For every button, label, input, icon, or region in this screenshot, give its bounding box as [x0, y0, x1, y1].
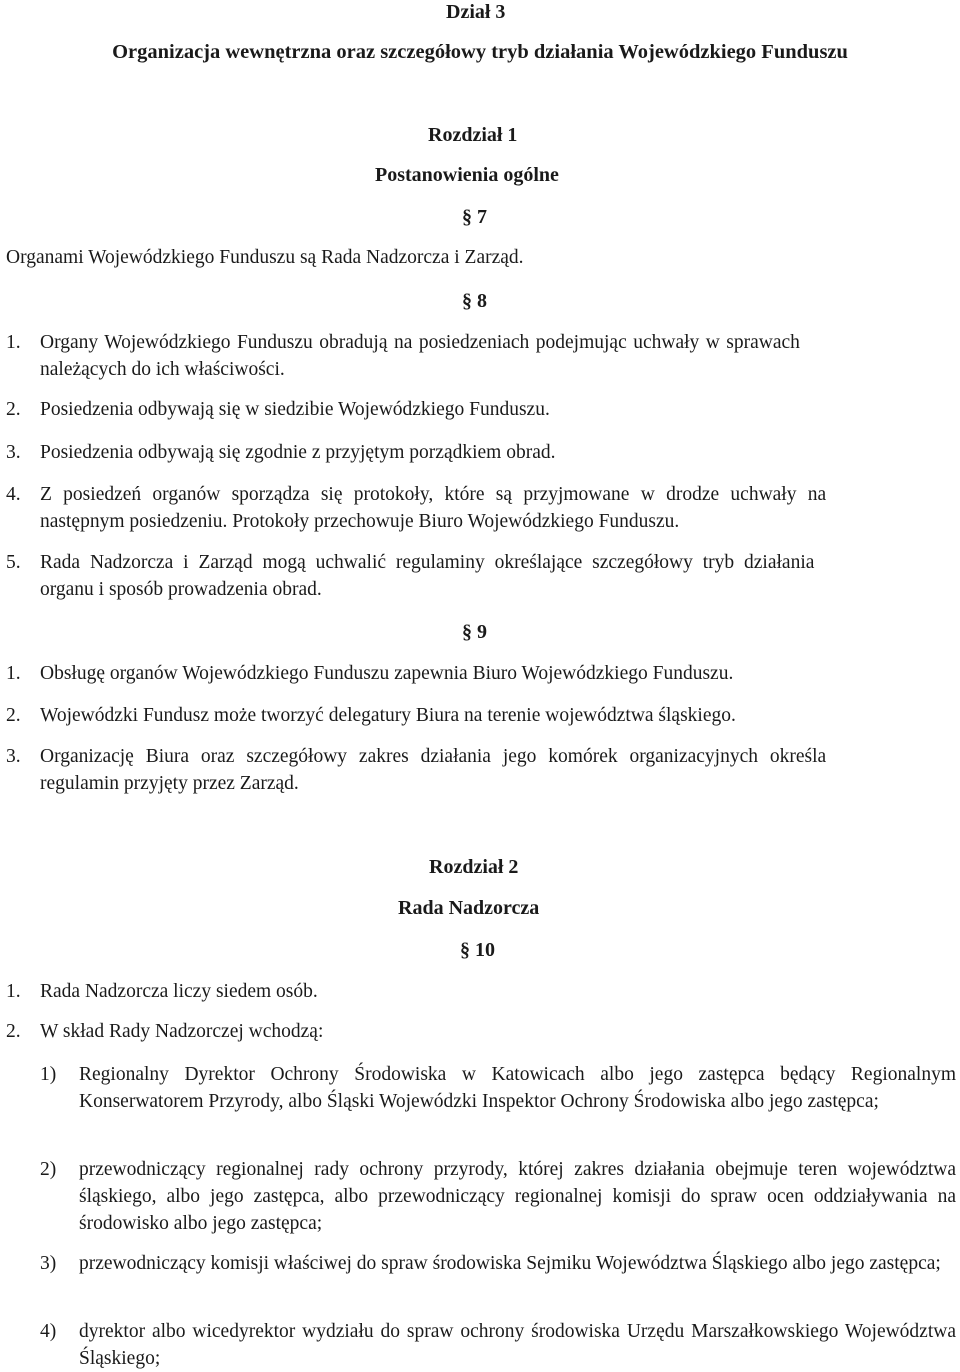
- rozdzial-1-title: Postanowienia ogólne: [375, 164, 559, 186]
- rozdzial-1-label: Rozdział 1: [428, 124, 518, 146]
- paragraph-10-mark: § 10: [460, 939, 495, 961]
- item-text-line: Obsługę organów Wojewódzkiego Funduszu zapewnia Biuro Wojewódzkiego Funduszu.: [40, 663, 734, 684]
- item-number: 2.: [6, 1021, 21, 1042]
- item-text-line: Rada Nadzorcza liczy siedem osób.: [40, 981, 318, 1002]
- paragraph-8-mark: § 8: [462, 290, 487, 312]
- sub-item-number: 4): [40, 1321, 57, 1342]
- paragraph-9-mark: § 9: [462, 621, 487, 643]
- paragraph-7-mark: § 7: [462, 206, 487, 228]
- sub-item-number: 3): [40, 1253, 57, 1274]
- item-number: 1.: [6, 981, 21, 1002]
- dzial-label: Dział 3: [446, 1, 506, 23]
- item-text-line: Organizację Biura oraz szczegółowy zakres działania jego komórek organizacyjnych określa: [40, 746, 827, 767]
- item-text-line: Organy Wojewódzkiego Funduszu obradują na posiedzeniach podejmując uchwały w sprawach: [40, 332, 800, 353]
- item-text-line: Posiedzenia odbywają się w siedzibie Wojewódzkiego Funduszu.: [40, 399, 550, 420]
- item-text-line: Z posiedzeń organów sporządza się protokoły, które są przyjmowane w drodze uchwały na: [40, 484, 827, 505]
- sub-item-number: 1): [40, 1064, 57, 1085]
- sub-item-text: Regionalny Dyrektor Ochrony Środowiska w Katowicach albo jego zastępca będący Regionalnym Konserwatorem Przyrody, albo Śląski Wojewódzki Inspektor Ochrony Środowiska albo jego zastępca;: [79, 1064, 956, 1112]
- sub-item-number: 2): [40, 1159, 57, 1180]
- item-number: 5.: [6, 552, 21, 573]
- item-text-line: następnym posiedzeniu. Protokoły przechowuje Biuro Wojewódzkiego Funduszu.: [40, 511, 680, 532]
- item-text-line: Wojewódzki Fundusz może tworzyć delegatury Biura na terenie województwa śląskiego.: [40, 705, 736, 726]
- item-number: 1.: [6, 332, 21, 353]
- item-number: 4.: [6, 484, 21, 505]
- item-number: 3.: [6, 442, 21, 463]
- dzial-title: Organizacja wewnętrzna oraz szczegółowy tryb działania Wojewódzkiego Funduszu: [112, 41, 848, 63]
- item-number: 2.: [6, 705, 21, 726]
- item-number: 3.: [6, 746, 21, 767]
- sub-item-text: przewodniczący regionalnej rady ochrony przyrody, której zakres działania obejmuje teren województwa śląskiego, albo jego zastępca, albo przewodniczący regionalnej komisji do spraw ocen oddziaływania na środowisko albo jego zastępca;: [79, 1159, 956, 1234]
- item-text-line: organu i sposób prowadzenia obrad.: [40, 579, 322, 600]
- item-text-line: Rada Nadzorcza i Zarząd mogą uchwalić regulaminy określające szczegółowy tryb działania: [40, 552, 815, 573]
- rozdzial-2-label: Rozdział 2: [429, 856, 519, 878]
- item-text-line: regulamin przyjęty przez Zarząd.: [40, 773, 299, 794]
- item-text-line: W skład Rady Nadzorczej wchodzą:: [40, 1021, 324, 1042]
- item-text-line: Posiedzenia odbywają się zgodnie z przyjętym porządkiem obrad.: [40, 442, 556, 463]
- item-number: 2.: [6, 399, 21, 420]
- rozdzial-2-title: Rada Nadzorcza: [398, 897, 540, 919]
- item-text-line: należących do ich właściwości.: [40, 359, 285, 380]
- sub-item-text: dyrektor albo wicedyrektor wydziału do spraw ochrony środowiska Urzędu Marszałkowskiego Województwa Śląskiego;: [79, 1321, 956, 1369]
- item-number: 1.: [6, 663, 21, 684]
- paragraph-7-text: Organami Wojewódzkiego Funduszu są Rada Nadzorcza i Zarząd.: [6, 247, 524, 268]
- sub-item-text: przewodniczący komisji właściwej do spraw środowiska Sejmiku Województwa Śląskiego albo jego zastępca;: [79, 1253, 941, 1274]
